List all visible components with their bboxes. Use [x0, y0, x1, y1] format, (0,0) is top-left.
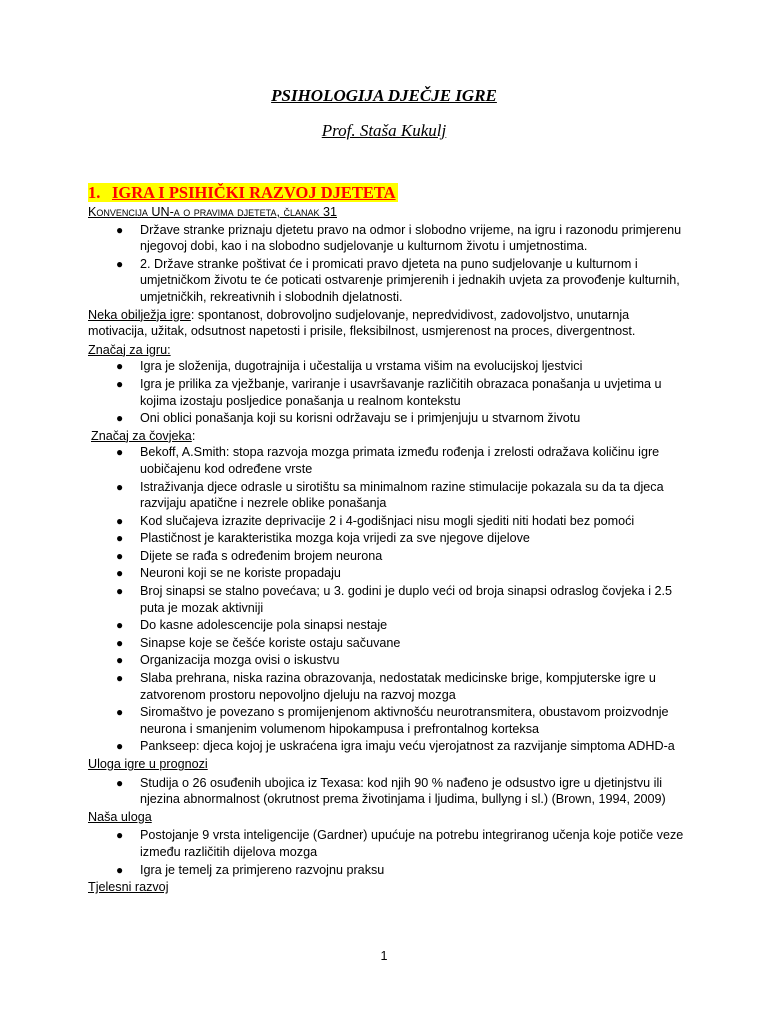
bullet-icon: ●: [116, 705, 124, 720]
section-heading-highlight: [88, 183, 398, 202]
bullet-icon: ●: [116, 671, 124, 686]
prognosis-list: [88, 775, 688, 808]
bullet-icon: ●: [116, 739, 124, 754]
our-role-label: Naša uloga: [88, 809, 152, 824]
list-item-text: Slaba prehrana, niska razina obrazovanja, nedostatak medicinske brige, kompjuterske igre u zatvorenom prostoru nepovoljno djeluju na razvoj mozga: [140, 671, 656, 702]
convention-list: [88, 222, 688, 306]
page-number: 1: [380, 949, 388, 963]
list-item-text: Studija o 26 osuđenih ubojica iz Texasa: kod njih 90 % nađeno je odsustvo igre u djetinjstvu ili njezina abnormalnost (okrutnost prema životinjama i ljudima, bullyng i sl.) (Brown, 1994, 2009): [140, 775, 666, 807]
convention-title: Konvencija UN-a o pravima djeteta, članak 31: [88, 205, 337, 219]
list-item: [112, 704, 688, 737]
play-importance-label: Značaj za igru:: [88, 342, 171, 357]
bullet-icon: ●: [116, 359, 124, 374]
our-role-list: [88, 827, 688, 878]
document-author: Prof. Staša Kukulj: [321, 121, 447, 140]
human-importance-label: Značaj za čovjeka: [91, 428, 192, 443]
bullet-icon: ●: [116, 256, 124, 271]
list-item: [112, 652, 688, 669]
list-item-text: Oni oblici ponašanja koji su korisni održavaju se i primjenjuju u stvarnom životu: [140, 411, 581, 426]
list-item: [112, 410, 688, 427]
list-item-text: Neuroni koji se ne koriste propadaju: [140, 566, 341, 581]
human-importance-heading: [88, 428, 688, 445]
list-item-text: Organizacija mozga ovisi o iskustvu: [140, 653, 340, 668]
section-number: 1.: [88, 183, 101, 202]
list-item: [112, 444, 688, 477]
list-item-text: Igra je složenija, dugotrajnija i učestalija u vrstama višim na evolucijskoj ljestvici: [140, 359, 583, 374]
human-importance-list: [88, 444, 688, 755]
list-item-text: Igra je temelj za primjereno razvojnu praksu: [140, 862, 385, 877]
list-item-text: Istraživanja djece odrasle u sirotištu sa minimalnom razine stimulacije pokazala su da ta djeca razvijaju apatične i nezrele oblike ponašanja: [140, 479, 664, 511]
features-label: Neka obilježja igre: [88, 307, 191, 322]
list-item-text: Plastičnost je karakteristika mozga koja vrijedi za sve njegove dijelove: [140, 531, 530, 546]
bullet-icon: ●: [116, 411, 124, 426]
list-item-text: Države stranke priznaju djetetu pravo na odmor i slobodno vrijeme, na igru i razonodu primjerenu njegovoj dobi, kao i na slobodno sudjelovanje u kulturnom životu i umjetnostima.: [140, 222, 682, 254]
bullet-icon: ●: [116, 828, 124, 843]
list-item: [112, 738, 688, 755]
bullet-icon: ●: [116, 445, 124, 460]
list-item-text: Igra je prilika za vježbanje, variranje i usavršavanje različitih obrazaca ponašanja u uvjetima u kojima izostaju posljedice ponašanja u realnom kontekstu: [140, 376, 662, 408]
list-item: [112, 358, 688, 375]
list-item: [112, 617, 688, 634]
list-item: [112, 548, 688, 565]
section-heading-text: IGRA I PSIHIČKI RAZVOJ DJETETA: [112, 183, 396, 202]
bullet-icon: ●: [116, 775, 124, 790]
bullet-icon: ●: [116, 531, 124, 546]
list-item-text: Siromaštvo je povezano s promijenjenom aktivnošću neurotransmitera, obustavom proizvodnje neurona i smanjenim volumenom hipokampusa i prefrontalnog korteksa: [140, 705, 669, 736]
features-text: : spontanost, dobrovoljno sudjelovanje, nepredvidivost, zadovoljstvo, unutarnja motivacija, užitak, odsutnost napetosti i prisile, fleksibilnost, usmjerenost na proces, divergentnost.: [88, 307, 636, 339]
prognosis-label: Uloga igre u prognozi: [88, 757, 208, 771]
bullet-icon: ●: [116, 222, 124, 237]
bullet-icon: ●: [116, 548, 124, 563]
list-item: [112, 222, 688, 255]
document-content: [88, 183, 688, 896]
list-item: [112, 670, 688, 703]
bullet-icon: ●: [116, 618, 124, 633]
list-item-text: Broj sinapsi se stalno povećava; u 3. godini je duplo veći od broja sinapsi odraslog čovjeka i 2.5 puta je mozak aktivniji: [140, 584, 673, 615]
document-title: PSIHOLOGIJA DJEČJE IGRE: [271, 86, 497, 105]
list-item: [112, 827, 688, 860]
list-item: [112, 862, 688, 879]
list-item-text: 2. Države stranke poštivat će i promicati pravo djeteta na puno sudjelovanje u kulturnom i umjetničkom životu te će poticati ostvarenje primjerenih i jednakih uvjeta za provođenje kulturnih, umjetničkih, rekreativnih i slobodnih djelatnosti.: [140, 256, 680, 304]
bullet-icon: ●: [116, 479, 124, 494]
list-item: [112, 775, 688, 808]
bullet-icon: ●: [116, 566, 124, 581]
list-item: [112, 256, 688, 306]
human-importance-suffix: :: [191, 428, 196, 443]
bullet-icon: ●: [116, 376, 124, 391]
bullet-icon: ●: [116, 513, 124, 528]
list-item: [112, 376, 688, 409]
list-item-text: Pankseep: djeca kojoj je uskraćena igra imaju veću vjerojatnost za razvijanje simptoma ADHD-a: [140, 739, 675, 754]
section-heading: [88, 183, 688, 203]
bullet-icon: ●: [116, 635, 124, 650]
list-item: [112, 635, 688, 652]
play-importance-list: [88, 358, 688, 426]
list-item: [112, 479, 688, 512]
list-item: [112, 513, 688, 530]
list-item-text: Postojanje 9 vrsta inteligencije (Gardner) upućuje na potrebu integriranog učenja koje potiče veze između različitih dijelova mozga: [140, 828, 684, 859]
list-item: [112, 530, 688, 547]
list-item-text: Do kasne adolescencije pola sinapsi nestaje: [140, 618, 388, 633]
physical-development-label: Tjelesni razvoj: [88, 880, 169, 895]
list-item: [112, 583, 688, 616]
bullet-icon: ●: [116, 653, 124, 668]
list-item-text: Dijete se rađa s određenim brojem neurona: [140, 548, 383, 563]
bullet-icon: ●: [116, 584, 124, 599]
list-item-text: Bekoff, A.Smith: stopa razvoja mozga primata između rođenja i zrelosti odražava količinu igre uobičajenu kod određene vrste: [140, 445, 660, 476]
list-item-text: Kod slučajeva izrazite deprivacije 2 i 4-godišnjaci nisu mogli sjediti niti hodati bez pomoći: [140, 513, 635, 528]
list-item: [112, 565, 688, 582]
list-item-text: Sinapse koje se češće koriste ostaju sačuvane: [140, 635, 401, 650]
features-paragraph: [88, 307, 688, 340]
bullet-icon: ●: [116, 862, 124, 877]
